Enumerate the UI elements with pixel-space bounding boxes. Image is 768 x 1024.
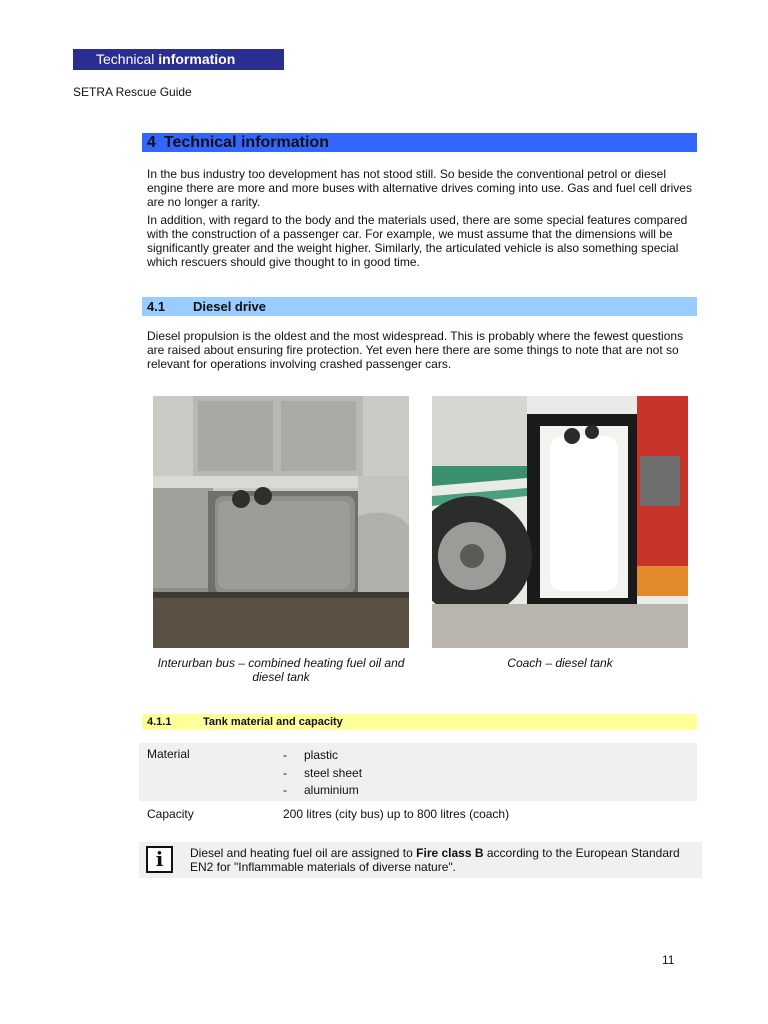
section-title: Tank material and capacity — [203, 716, 343, 728]
section-title: Diesel drive — [193, 299, 266, 314]
banner-text-bold: information — [158, 51, 236, 67]
note-text-before: Diesel and heating fuel oil are assigned to — [190, 846, 417, 860]
capacity-label: Capacity — [147, 807, 194, 821]
photo-coach-diesel-tank-image — [432, 396, 688, 648]
page-number: 11 — [662, 953, 675, 967]
caption-interurban-bus: Interurban bus – combined heating fuel oil and diesel tank — [157, 656, 405, 684]
document-subtitle: SETRA Rescue Guide — [73, 85, 192, 99]
note-text-after: according to the European Standard EN2 for "Inflammable materials of diverse nature". — [190, 846, 680, 874]
material-list — [283, 747, 697, 797]
photo-interurban-bus-tank-image — [153, 396, 409, 648]
section-heading-4 — [142, 133, 697, 152]
caption-coach: Coach – diesel tank — [507, 656, 613, 670]
info-note-text — [190, 846, 690, 874]
intro-paragraph-1: In the bus industry too development has not stood still. So beside the conventional petrol or diesel engine there are more and more buses with alternative drives coming into use. Gas and fuel cell drives are no longer a rarity. — [147, 167, 692, 209]
list-dash: - — [283, 765, 287, 780]
list-item — [283, 782, 697, 800]
list-item — [283, 765, 697, 783]
section-heading-4-1-1 — [142, 714, 697, 730]
tank-properties-table — [139, 743, 697, 825]
material-item: aluminium — [304, 783, 359, 797]
header-banner — [73, 49, 284, 70]
section-title: Technical information — [163, 134, 329, 151]
table-row-material — [139, 743, 697, 801]
section-heading-4-1 — [142, 297, 697, 316]
section-number: 4.1 — [147, 299, 166, 314]
material-label: Material — [147, 747, 190, 761]
photo-interurban-bus-tank — [153, 396, 409, 648]
section-number: 4.1.1 — [147, 716, 172, 728]
photo-coach-diesel-tank — [432, 396, 688, 648]
banner-text-light: Technical — [96, 51, 155, 67]
diesel-paragraph: Diesel propulsion is the oldest and the most widespread. This is probably where the fewest questions are raised about ensuring fire protection. Yet even here there are some things to note that are not so relevant for operations involving crashed passenger cars. — [147, 329, 684, 371]
section-number: 4 — [147, 134, 156, 151]
info-icon: i — [146, 846, 173, 873]
table-row-capacity — [139, 801, 697, 825]
list-dash: - — [283, 748, 287, 762]
material-item: steel sheet — [304, 765, 363, 780]
intro-paragraph-2: In addition, with regard to the body and the materials used, there are some special features compared with the construction of a passenger car. For example, we must assume that the dimensions will be significantly greater and the weight higher. Similarly, the articulated vehicle is also something special which rescuers should give thought to in good time. — [147, 213, 688, 269]
material-item: plastic — [304, 748, 339, 762]
capacity-value: 200 litres (city bus) up to 800 litres (coach) — [283, 807, 510, 821]
list-dash: - — [283, 783, 287, 797]
list-item — [283, 747, 697, 765]
note-fire-class: Fire class B — [416, 846, 484, 860]
